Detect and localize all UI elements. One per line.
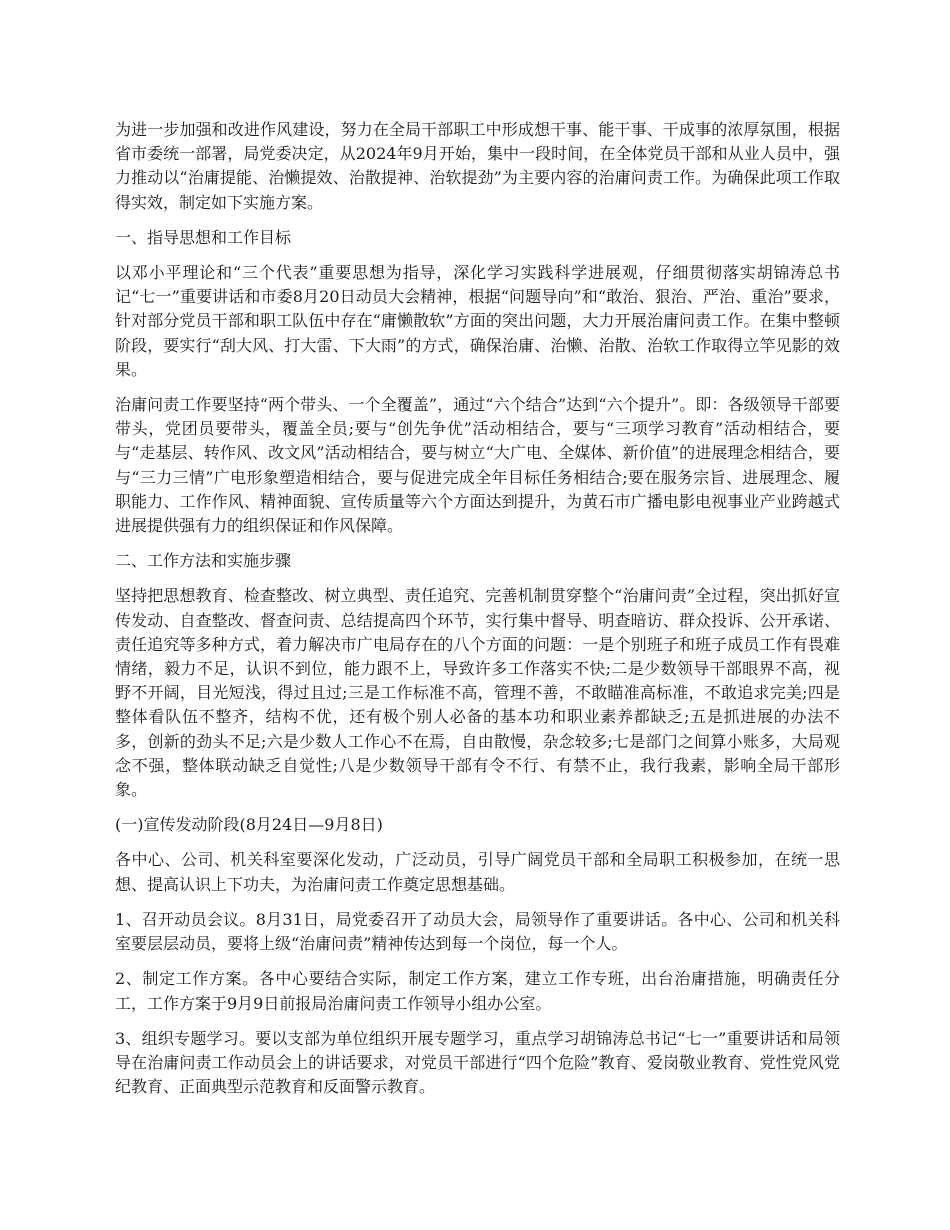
list-item-2: 2、制定工作方案。各中心要结合实际，制定工作方案，建立工作专班，出台治庸措施，明确责任分工，工作方案于9月9日前报局治庸问责工作领导小组办公室。 <box>115 969 840 1013</box>
requirements-paragraph: 治庸问责工作要坚持“两个带头、一个全覆盖”，通过“六个结合”达到“六个提升”。即：各级领导干部要带头，党团员要带头，覆盖全员;要与“创先争优”活动相结合，要与“三项学习教育”活动相结合，要与“走基层、转作风、改文风”活动相结合，要与树立“大广电、全媒体、新价值”的进展理念相结合，要与“三力三情”广电形象塑造相结合，要与促进完成全年目标任务相结合;要在服务宗旨、进展理念、履职能力、工作作风、精神面貌、宣传质量等六个方面达到提升，为黄石市广播电影电视事业产业跨越式进展提供强有力的组织保证和作风保障。 <box>115 395 840 536</box>
list-item-1: 1、召开动员会议。8月31日，局党委召开了动员大会，局领导作了重要讲话。各中心、公司和机关科室要层层动员，要将上级“治庸问责”精神传达到每一个岗位，每一个人。 <box>115 909 840 954</box>
intro-paragraph: 为进一步加强和改进作风建设，努力在全局干部职工中形成想干事、能干事、干成事的浓厚氛围，根据省市委统一部署，局党委决定，从2024年9月开始，集中一段时间，在全体党员干部和从业人员中，强力推动以“治庸提能、治懒提效、治散提神、治软提劲”为主要内容的治庸问责工作。为确保此项工作取得实效，制定如下实施方案。 <box>115 120 840 212</box>
subsection-heading-1: (一)宣传发动阶段(8月24日—9月8日) <box>115 815 383 835</box>
section-heading-1: 一、指导思想和工作目标 <box>115 227 292 247</box>
mobilization-paragraph: 各中心、公司、机关科室要深化发动，广泛动员，引导广阔党员干部和全局职工积极参加，在统一思想、提高认识上下功夫，为治庸问责工作奠定思想基础。 <box>115 850 840 894</box>
methods-paragraph: 坚持把思想教育、检查整改、树立典型、责任追究、完善机制贯穿整个“治庸问责”全过程，突出抓好宣传发动、自查整改、督查问责、总结提高四个环节，实行集中督导、明查暗访、群众投诉、公开承诺、责任追究等多种方式，着力解决市广电局存在的八个方面的问题：一是个别班子和班子成员工作有畏难情绪，毅力不足，认识不到位，能力跟不上，导致许多工作落实不快;二是少数领导干部眼界不高，视野不开阔，目光短浅，得过且过;三是工作标准不高，管理不善，不敢瞄准高标准，不敢追求完美;四是整体看队伍不整齐，结构不优，还有极个别人必备的基本功和职业素养都缺乏;五是抓进展的办法不多，创新的劲头不足;六是少数人工作心不在焉，自由散慢，杂念较多;七是部门之间算小账多，大局观念不强，整体联动缺乏自觉性;八是少数领导干部有令不行、有禁不止，我行我素，影响全局干部形象。 <box>115 586 840 800</box>
guiding-thought-paragraph: 以邓小平理论和“三个代表”重要思想为指导，深化学习实践科学进展观，仔细贯彻落实胡锦涛总书记“七一”重要讲话和市委8月20日动员大会精神，根据“问题导向”和“敢治、狠治、严治、重治”要求，针对部分党员干部和职工队伍中存在“庸懒散软”方面的突出问题，大力开展治庸问责工作。在集中整顿阶段，要实行“刮大风、打大雷、下大雨”的方式，确保治庸、治懒、治散、治软工作取得立竿见影的效果。 <box>115 263 840 379</box>
document-body <box>115 118 840 1110</box>
section-heading-2: 二、工作方法和实施步骤 <box>115 551 292 571</box>
list-item-3: 3、组织专题学习。要以支部为单位组织开展专题学习，重点学习胡锦涛总书记“七一”重要讲话和局领导在治庸问责工作动员会上的讲话要求，对党员干部进行“四个危险”教育、爱岗敬业教育、党性党风党纪教育、正面典型示范教育和反面警示教育。 <box>115 1028 840 1097</box>
